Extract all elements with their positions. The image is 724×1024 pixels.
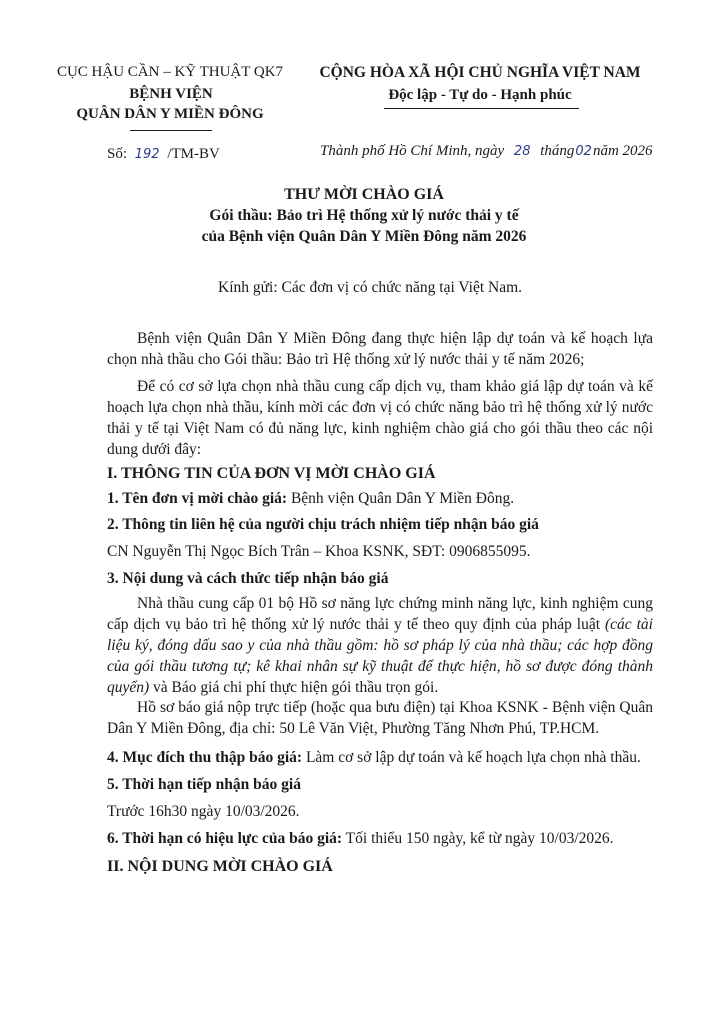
agency-name: CỤC HẬU CẦN – KỸ THUẬT QK7 <box>56 64 284 80</box>
item-6-label: 6. Thời hạn có hiệu lực của báo giá: <box>107 830 343 847</box>
number-handwritten: 192 <box>134 147 160 162</box>
item-5-value: Trước 16h30 ngày 10/03/2026. <box>107 803 300 820</box>
item-6-value: Tối thiểu 150 ngày, kể từ ngày 10/03/2026. <box>342 830 614 847</box>
item-3-paragraph-2: Hồ sơ báo giá nộp trực tiếp (hoặc qua bưu điện) tại Khoa KSNK - Bệnh viện Quân Dân Y Miền Đông, địa chỉ: 50 Lê Văn Việt, Phường Tăng Nhơn Phú, TP.HCM. <box>107 699 653 737</box>
motto: Độc lập - Tự do - Hạnh phúc <box>388 87 572 103</box>
item-3-paragraph-1: Nhà thầu cung cấp 01 bộ Hồ sơ năng lực chứng minh năng lực, kinh nghiệm cung cấp dịch vụ bảo trì hệ thống xử lý nước thải y tế theo quy định của pháp luật (các tài liệu ký, đóng dấu sao y của nhà thầu gồm: hồ sơ pháp lý của nhà thầu; các hợp đồng của gói thầu tương tự; kê khai nhân sự kỹ thuật để thực hiện, hồ sơ được đóng thành quyển) và Báo giá chi phí thực hiện gói thầu trọn gói. <box>107 595 653 696</box>
item-1-value: Bệnh viện Quân Dân Y Miền Đông. <box>287 490 515 507</box>
section-1-heading: I. THÔNG TIN CỦA ĐƠN VỊ MỜI CHÀO GIÁ <box>107 465 436 482</box>
intro-paragraph-1: Bệnh viện Quân Dân Y Miền Đông đang thực hiện lập dự toán và kế hoạch lựa chọn nhà thầu cho Gói thầu: Bảo trì Hệ thống xử lý nước thải y tế năm 2026; <box>107 330 653 368</box>
package-title: Gói thầu: Bảo trì Hệ thống xử lý nước thải y tế <box>209 207 519 224</box>
hospital-underline <box>130 130 212 131</box>
hospital-label: BỆNH VIỆN <box>129 86 213 102</box>
item-1-label: 1. Tên đơn vị mời chào giá: <box>107 490 288 507</box>
hospital-name: QUÂN DÂN Y MIỀN ĐÔNG <box>76 106 264 122</box>
intro-paragraph-2: Để có cơ sở lựa chọn nhà thầu cung cấp dịch vụ, tham khảo giá lập dự toán và kế hoạch lựa chọn nhà thầu, kính mời các đơn vị có chức năng bảo trì hệ thống xử lý nước thải y tế tại Việt Nam có đủ năng lực, kinh nghiệm chào giá cho gói thầu theo các nội dung dưới đây: <box>107 378 653 458</box>
package-subtitle: của Bệnh viện Quân Dân Y Miền Đông năm 2026 <box>201 228 527 245</box>
item-2-label: 2. Thông tin liên hệ của người chịu trách nhiệm tiếp nhận báo giá <box>107 516 539 533</box>
section-2-heading: II. NỘI DUNG MỜI CHÀO GIÁ <box>107 858 333 875</box>
item-4 <box>107 747 641 768</box>
item-2-value: CN Nguyễn Thị Ngọc Bích Trân – Khoa KSNK, SĐT: 0906855095. <box>107 543 531 560</box>
date-year: năm 2026 <box>592 143 653 159</box>
motto-underline <box>384 108 579 109</box>
item-5-label: 5. Thời hạn tiếp nhận báo giá <box>107 776 301 793</box>
item-4-label: 4. Mục đích thu thập báo giá: <box>107 749 303 766</box>
date-day: 28 <box>513 144 531 159</box>
date-month: 02 <box>575 144 592 159</box>
greeting: Kính gửi: Các đơn vị có chức năng tại Việt Nam. <box>218 279 523 296</box>
item-6 <box>107 828 614 849</box>
item-4-value: Làm cơ sở lập dự toán và kế hoạch lựa chọn nhà thầu. <box>302 749 641 766</box>
date-prefix: Thành phố Hồ Chí Minh, ngày <box>320 143 505 159</box>
document-date <box>320 143 653 160</box>
date-month-label: tháng <box>540 143 575 159</box>
item-3-label: 3. Nội dung và cách thức tiếp nhận báo giá <box>107 570 389 587</box>
country-name: CỘNG HÒA XÃ HỘI CHỦ NGHĨA VIỆT NAM <box>319 64 641 81</box>
document-number <box>107 146 220 163</box>
letter-title: THƯ MỜI CHÀO GIÁ <box>284 186 444 203</box>
item-1 <box>107 488 514 509</box>
number-prefix: Số: <box>107 146 128 162</box>
number-suffix: /TM-BV <box>167 146 220 162</box>
